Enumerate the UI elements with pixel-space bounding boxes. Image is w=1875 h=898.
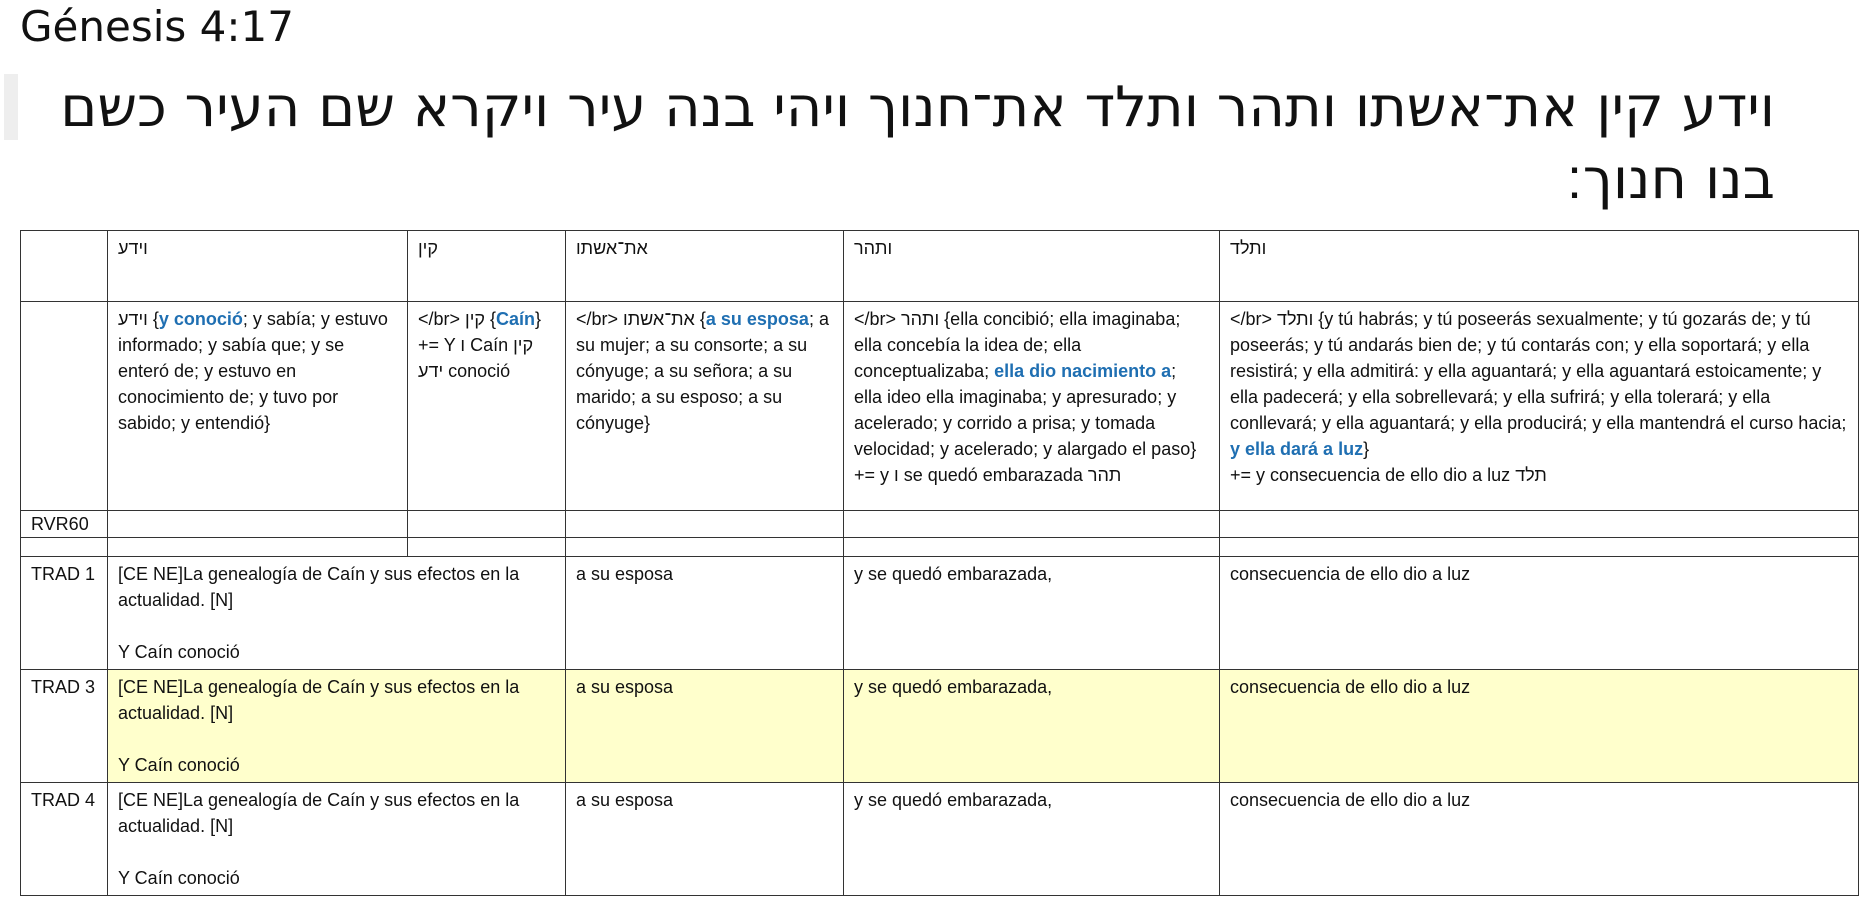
translation-text: Y Caín conoció [118, 642, 240, 662]
definition-text: } [1363, 439, 1370, 459]
definition-note: += y consecuencia de ello dio a luz תלד [1230, 465, 1547, 485]
translation-row-trad3 [21, 670, 1859, 783]
definition-highlight: Caín [496, 309, 536, 329]
definition-note: += Y ו Caín קין ידע conoció [418, 335, 534, 381]
hebrew-header-row [21, 231, 1859, 302]
rvr60-cell [408, 511, 566, 538]
translation-label: TRAD 3 [21, 670, 108, 783]
translation-label: TRAD 4 [21, 783, 108, 896]
definition-row [21, 302, 1859, 511]
blank-cell [21, 538, 108, 557]
translation-cell-3: a su esposa [566, 783, 844, 896]
interlinear-table [20, 230, 1859, 896]
translation-cell-phrase [108, 670, 566, 783]
definition-text: </br> את־אשתו { [576, 309, 706, 329]
blank-row [21, 538, 1859, 557]
header-word-1: וידע [108, 231, 408, 302]
definition-text: ; ella ideo ella imaginaba; y apresurado; y acelerado; y corrido a prisa; y tomada velocidad; y acelerado; y alargado el paso} [854, 361, 1197, 459]
translation-row-trad1 [21, 557, 1859, 670]
rvr60-row [21, 511, 1859, 538]
definition-cell-1 [108, 302, 408, 511]
header-corner-cell [21, 231, 108, 302]
paragraph-marker [4, 74, 18, 140]
translation-row-trad4 [21, 783, 1859, 896]
rvr60-cell [566, 511, 844, 538]
blank-cell [108, 538, 408, 557]
blank-cell [408, 538, 566, 557]
translation-heading-text: [CE NE]La genealogía de Caín y sus efectos en la actualidad. [N] [118, 564, 520, 610]
definition-text: </br> ותהר {ella concibió; ella imaginaba; ella concebía la idea de; ella conceptualizaba; [854, 309, 1181, 381]
header-word-3: את־אשתו [566, 231, 844, 302]
rvr60-cell [844, 511, 1220, 538]
blank-cell [566, 538, 844, 557]
header-word-2: קין [408, 231, 566, 302]
translation-text: Y Caín conoció [118, 755, 240, 775]
hebrew-verse-text: וידע קין את־אשתו ותהר ותלד את־חנוך ויהי בנה עיר ויקרא שם העיר כשם בנו חנוך׃ [60, 75, 1775, 212]
rvr60-cell [1220, 511, 1859, 538]
translation-cell-phrase [108, 783, 566, 896]
translation-label: TRAD 1 [21, 557, 108, 670]
translation-cell-4: y se quedó embarazada, [844, 557, 1220, 670]
definition-cell-5 [1220, 302, 1859, 511]
translation-cell-4: y se quedó embarazada, [844, 670, 1220, 783]
definition-highlight: a su esposa [705, 309, 809, 329]
header-word-5: ותלד [1220, 231, 1859, 302]
translation-cell-5: consecuencia de ello dio a luz [1220, 670, 1859, 783]
definition-text: ; a su mujer; a su consorte; a su cónyuge; a su señora; a su marido; a su esposo; a su cónyuge} [576, 309, 829, 433]
translation-cell-4: y se quedó embarazada, [844, 783, 1220, 896]
definition-text: ; y sabía; y estuvo informado; y sabía que; y se enteró de; y estuvo en conocimiento de; y tuvo por sabido; y entendió} [118, 309, 388, 433]
definition-highlight: y conoció [158, 309, 243, 329]
definition-text: } [535, 309, 542, 329]
translation-cell-3: a su esposa [566, 670, 844, 783]
definition-highlight: ella dio nacimiento a [994, 361, 1172, 381]
translation-cell-5: consecuencia de ello dio a luz [1220, 557, 1859, 670]
translation-heading-text: [CE NE]La genealogía de Caín y sus efectos en la actualidad. [N] [118, 790, 520, 836]
definition-cell-4 [844, 302, 1220, 511]
definition-text: </br> ותלד {y tú habrás; y tú poseerás sexualmente; y tú gozarás de; y tú poseerás; y tú andarás bien de; y tú contarás con; y ella soportará; y ella resistirá; y ella admitirá: y ella aguantará; y ella aguantará estoicamente; y ella padecerá; y ella sobrellevará; y ella sufrirá; y ella tolerará; y ella conllevará; y ella aguantará; y ella producirá; y ella mantendrá el curso hacia; [1230, 309, 1847, 433]
definition-cell-2 [408, 302, 566, 511]
rvr60-label: RVR60 [21, 511, 108, 538]
translation-cell-5: consecuencia de ello dio a luz [1220, 783, 1859, 896]
rvr60-cell [108, 511, 408, 538]
verse-reference-title: Génesis 4:17 [20, 2, 294, 51]
definition-text: וידע { [118, 309, 159, 329]
blank-cell [1220, 538, 1859, 557]
blank-cell [844, 538, 1220, 557]
header-word-4: ותהר [844, 231, 1220, 302]
translation-cell-phrase [108, 557, 566, 670]
definition-text: </br> קין { [418, 309, 497, 329]
definition-highlight: y ella dará a luz [1230, 439, 1364, 459]
translation-heading-text: [CE NE]La genealogía de Caín y sus efectos en la actualidad. [N] [118, 677, 520, 723]
translation-cell-3: a su esposa [566, 557, 844, 670]
definition-note: += y ו se quedó embarazada תהר [854, 465, 1122, 485]
definition-cell-3 [566, 302, 844, 511]
translation-text: Y Caín conoció [118, 868, 240, 888]
definition-label-cell [21, 302, 108, 511]
